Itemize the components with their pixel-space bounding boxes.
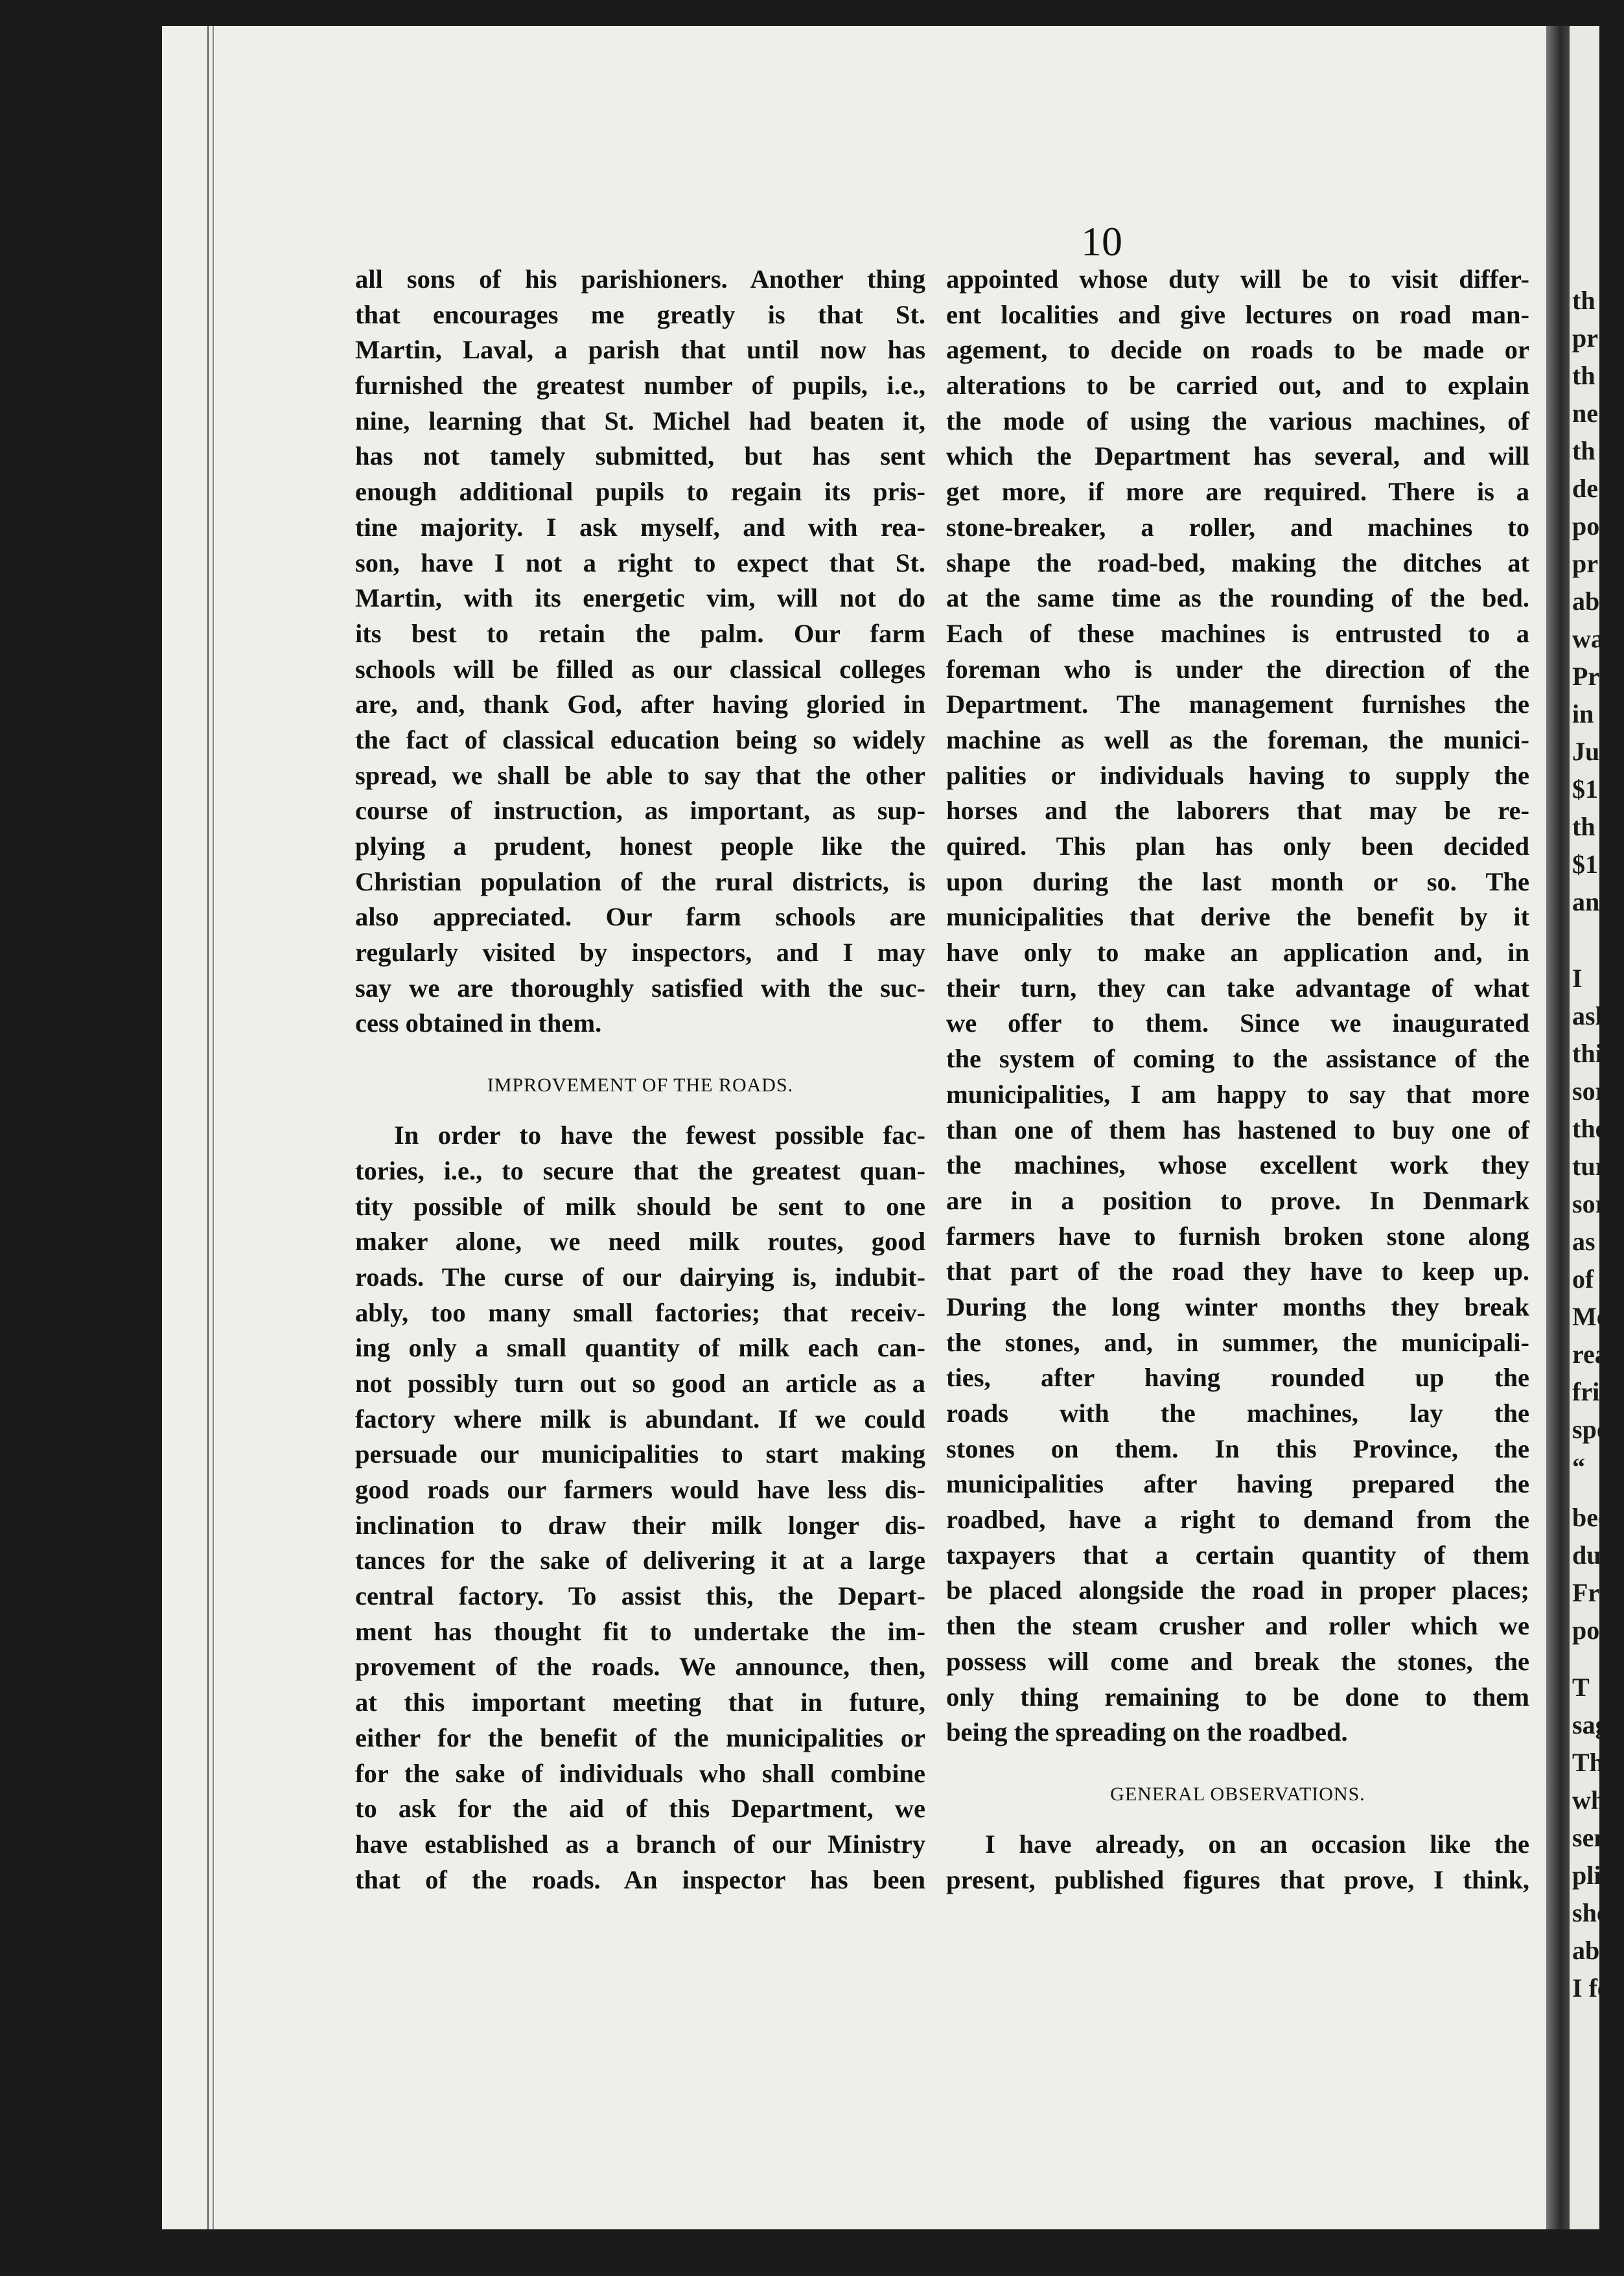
next-page-fragment: Ju: [1572, 737, 1600, 766]
text-line: also appreciated. Our farm schools are: [355, 902, 925, 932]
next-page-fragment: $1: [1572, 774, 1598, 804]
text-line: tories, i.e., to secure that the greatest quan-: [355, 1155, 925, 1185]
next-page-fragment: bee: [1572, 1503, 1610, 1532]
text-line: ent localities and give lectures on road man-: [946, 299, 1529, 329]
text-line: we offer to them. Since we inaugurated: [946, 1008, 1529, 1038]
page-number: 10: [1081, 218, 1122, 264]
next-page-fragment: shou: [1572, 1898, 1624, 1927]
text-line: maker alone, we need milk routes, good: [355, 1227, 925, 1257]
text-line: Each of these machines is entrusted to a: [946, 618, 1529, 648]
text-line: In order to have the fewest possible fac-: [394, 1121, 925, 1150]
next-page-fragment: of I: [1572, 1264, 1610, 1294]
left-paragraph-1: [355, 262, 925, 1041]
next-page-fragment: spo: [1572, 1415, 1610, 1444]
text-line: furnished the greatest number of pupils, i.e.,: [355, 371, 925, 401]
next-page-fragment: $1: [1572, 850, 1598, 879]
next-page-fragment: T: [1572, 1673, 1590, 1702]
text-line: are in a position to prove. In Denmark: [946, 1185, 1529, 1215]
text-line: than one of them has hastened to buy one of: [946, 1115, 1529, 1144]
next-page-fragment: Tho: [1572, 1748, 1617, 1777]
text-line: only thing remaining to be done to them: [946, 1682, 1529, 1712]
next-page-fragment: sor: [1572, 1076, 1607, 1106]
text-line: the fact of classical education being so widely: [355, 725, 925, 754]
text-line: roads. The curse of our dairying is, indubit-: [355, 1262, 925, 1292]
left-paragraph-2: [355, 1118, 925, 1898]
next-page-fragment: tur: [1572, 1152, 1607, 1181]
next-page-fragment: I: [1572, 964, 1583, 993]
text-line: regularly visited by inspectors, and I may: [355, 938, 925, 968]
text-line: stone-breaker, a roller, and machines to: [946, 512, 1529, 542]
text-line: get more, if more are required. There is a: [946, 477, 1529, 507]
text-line: have established as a branch of our Ministry: [355, 1829, 925, 1859]
text-line: central factory. To assist this, the Depart-: [355, 1581, 925, 1611]
text-line: the mode of using the various machines, of: [946, 406, 1529, 435]
next-page-fragment: “: [1572, 1452, 1585, 1481]
text-line: shape the road-bed, making the ditches at: [946, 548, 1529, 577]
text-line: ment has thought fit to undertake the im-: [355, 1616, 925, 1646]
text-line: the machines, whose excellent work they: [946, 1150, 1529, 1180]
next-page-fragment: sent: [1572, 1823, 1617, 1852]
text-line: possess will come and break the stones, the: [946, 1646, 1529, 1676]
adjacent-page-edge: [1570, 26, 1624, 2229]
text-line: nine, learning that St. Michel had beaten it,: [355, 406, 925, 435]
text-line: I have already, on an occasion like the: [985, 1829, 1529, 1859]
text-line: municipalities, I am happy to say that more: [946, 1079, 1529, 1109]
next-page-fragment: th: [1572, 436, 1595, 465]
text-line: to ask for the aid of this Department, we: [355, 1794, 925, 1824]
text-line: enough additional pupils to regain its pris-: [355, 477, 925, 507]
next-page-fragment: able: [1572, 1936, 1619, 1965]
text-line: have only to make an application and, in: [946, 938, 1529, 968]
text-line: the system of coming to the assistance of the: [946, 1044, 1529, 1074]
next-page-fragment: sag: [1572, 1710, 1608, 1739]
next-page-fragment: ab: [1572, 586, 1600, 616]
text-line: has not tamely submitted, but has sent: [355, 441, 925, 471]
next-page-fragment: de: [1572, 474, 1598, 503]
text-line: roadbed, have a right to demand from the: [946, 1505, 1529, 1535]
text-line: plying a prudent, honest people like the: [355, 831, 925, 861]
text-line: taxpayers that a certain quantity of them: [946, 1540, 1529, 1570]
right-column: [946, 262, 1529, 1898]
text-line: Martin, Laval, a parish that until now has: [355, 335, 925, 365]
text-line: their turn, they can take advantage of what: [946, 973, 1529, 1003]
next-page-fragment: pr: [1572, 323, 1598, 353]
text-line: son, have I not a right to expect that St.: [355, 548, 925, 577]
left-column: [355, 262, 925, 1898]
text-line: that of the roads. An inspector has been: [355, 1864, 925, 1894]
next-page-fragment: wa: [1572, 624, 1604, 653]
text-line: provement of the roads. We announce, then,: [355, 1652, 925, 1682]
text-line: appointed whose duty will be to visit differ-: [946, 264, 1529, 294]
text-line: its best to retain the palm. Our farm: [355, 618, 925, 648]
next-page-fragment: in: [1572, 699, 1594, 728]
text-line: that encourages me greatly is that St.: [355, 299, 925, 329]
next-page-fragment: asl: [1572, 1001, 1603, 1030]
text-line: at this important meeting that in future,: [355, 1688, 925, 1717]
section-heading-roads: IMPROVEMENT OF THE ROADS.: [487, 1074, 794, 1097]
text-line: ably, too many small factories; that receiv-: [355, 1297, 925, 1327]
next-page-fragment: th: [1572, 286, 1595, 315]
text-line: stones on them. In this Province, the: [946, 1434, 1529, 1463]
next-page-fragment: whe: [1572, 1785, 1617, 1815]
next-page-fragment: po: [1572, 511, 1600, 540]
next-page-fragment: pr: [1572, 549, 1598, 578]
text-line: horses and the laborers that may be re-: [946, 796, 1529, 826]
text-line: upon during the last month or so. The: [946, 866, 1529, 896]
next-page-fragment: Pr: [1572, 662, 1600, 691]
text-line: quired. This plan has only been decided: [946, 831, 1529, 861]
next-page-fragment: frie: [1572, 1377, 1611, 1406]
text-line: at the same time as the rounding of the bed.: [946, 583, 1529, 613]
right-paragraph-1: [946, 262, 1529, 1750]
text-line: schools will be filled as our classical colleges: [355, 654, 925, 684]
text-line: not possibly turn out so good an article as a: [355, 1368, 925, 1398]
text-line: municipalities that derive the benefit by it: [946, 902, 1529, 932]
text-line: Christian population of the rural districts, is: [355, 866, 925, 896]
next-page-fragment: rea: [1572, 1340, 1608, 1369]
text-line: are, and, thank God, after having gloried in: [355, 690, 925, 719]
text-line: foreman who is under the direction of the: [946, 654, 1529, 684]
text-line: course of instruction, as important, as sup-: [355, 796, 925, 826]
text-line: tity possible of milk should be sent to one: [355, 1191, 925, 1221]
binding-gutter: [1546, 26, 1570, 2229]
next-page-fragment: an: [1572, 887, 1600, 916]
next-page-fragment: I fee: [1572, 1973, 1621, 2003]
text-line: alterations to be carried out, and to explain: [946, 371, 1529, 401]
right-paragraph-2: [946, 1827, 1529, 1898]
text-line: then the steam crusher and roller which we: [946, 1611, 1529, 1641]
text-line: ing only a small quantity of milk each can-: [355, 1333, 925, 1363]
next-page-fragment: thi: [1572, 1039, 1603, 1068]
text-line: Martin, with its energetic vim, will not do: [355, 583, 925, 613]
text-line: inclination to draw their milk longer dis-: [355, 1510, 925, 1540]
next-page-fragment: due: [1572, 1540, 1613, 1570]
next-page-fragment: pol: [1572, 1616, 1607, 1645]
text-line: Department. The management furnishes the: [946, 690, 1529, 719]
next-page-fragment: th: [1572, 812, 1595, 841]
text-line: roads with the machines, lay the: [946, 1399, 1529, 1428]
next-page-fragment: as: [1572, 1227, 1595, 1256]
next-page-fragment: th: [1572, 361, 1595, 390]
text-line: that part of the road they have to keep up.: [946, 1257, 1529, 1286]
text-line: farmers have to furnish broken stone along: [946, 1221, 1529, 1251]
text-line: good roads our farmers would have less dis-: [355, 1475, 925, 1504]
next-page-fragment: Fre: [1572, 1578, 1611, 1607]
text-line: say we are thoroughly satisfied with the suc-: [355, 973, 925, 1003]
text-line: During the long winter months they break: [946, 1292, 1529, 1321]
next-page-fragment: Mo: [1572, 1302, 1610, 1331]
text-line: tances for the sake of delivering it at a large: [355, 1546, 925, 1575]
text-line: cess obtained in them.: [355, 1008, 602, 1038]
text-line: for the sake of individuals who shall combine: [355, 1758, 925, 1788]
text-line: either for the benefit of the municipalities or: [355, 1723, 925, 1752]
next-page-fragment: sor: [1572, 1189, 1607, 1218]
text-line: palities or individuals having to supply the: [946, 760, 1529, 790]
text-line: machine as well as the foreman, the munici-: [946, 725, 1529, 754]
text-line: the stones, and, in summer, the municipali-: [946, 1327, 1529, 1357]
text-line: all sons of his parishioners. Another thing: [355, 264, 925, 294]
next-page-fragment: plie: [1572, 1861, 1613, 1890]
text-line: municipalities after having prepared the: [946, 1469, 1529, 1499]
next-page-fragment: ne: [1572, 399, 1598, 428]
text-line: tine majority. I ask myself, and with rea-: [355, 512, 925, 542]
section-heading-observations: GENERAL OBSERVATIONS.: [1110, 1783, 1365, 1805]
next-page-fragment: the: [1572, 1114, 1607, 1143]
text-line: ties, after having rounded up the: [946, 1363, 1529, 1393]
text-line: agement, to decide on roads to be made or: [946, 335, 1529, 365]
text-line: persuade our municipalities to start making: [355, 1439, 925, 1469]
text-line: which the Department has several, and will: [946, 441, 1529, 471]
text-line: being the spreading on the roadbed.: [946, 1717, 1348, 1747]
text-line: spread, we shall be able to say that the other: [355, 760, 925, 790]
text-line: present, published figures that prove, I think,: [946, 1864, 1529, 1894]
text-line: factory where milk is abundant. If we could: [355, 1404, 925, 1434]
text-line: be placed alongside the road in proper places;: [946, 1575, 1529, 1605]
